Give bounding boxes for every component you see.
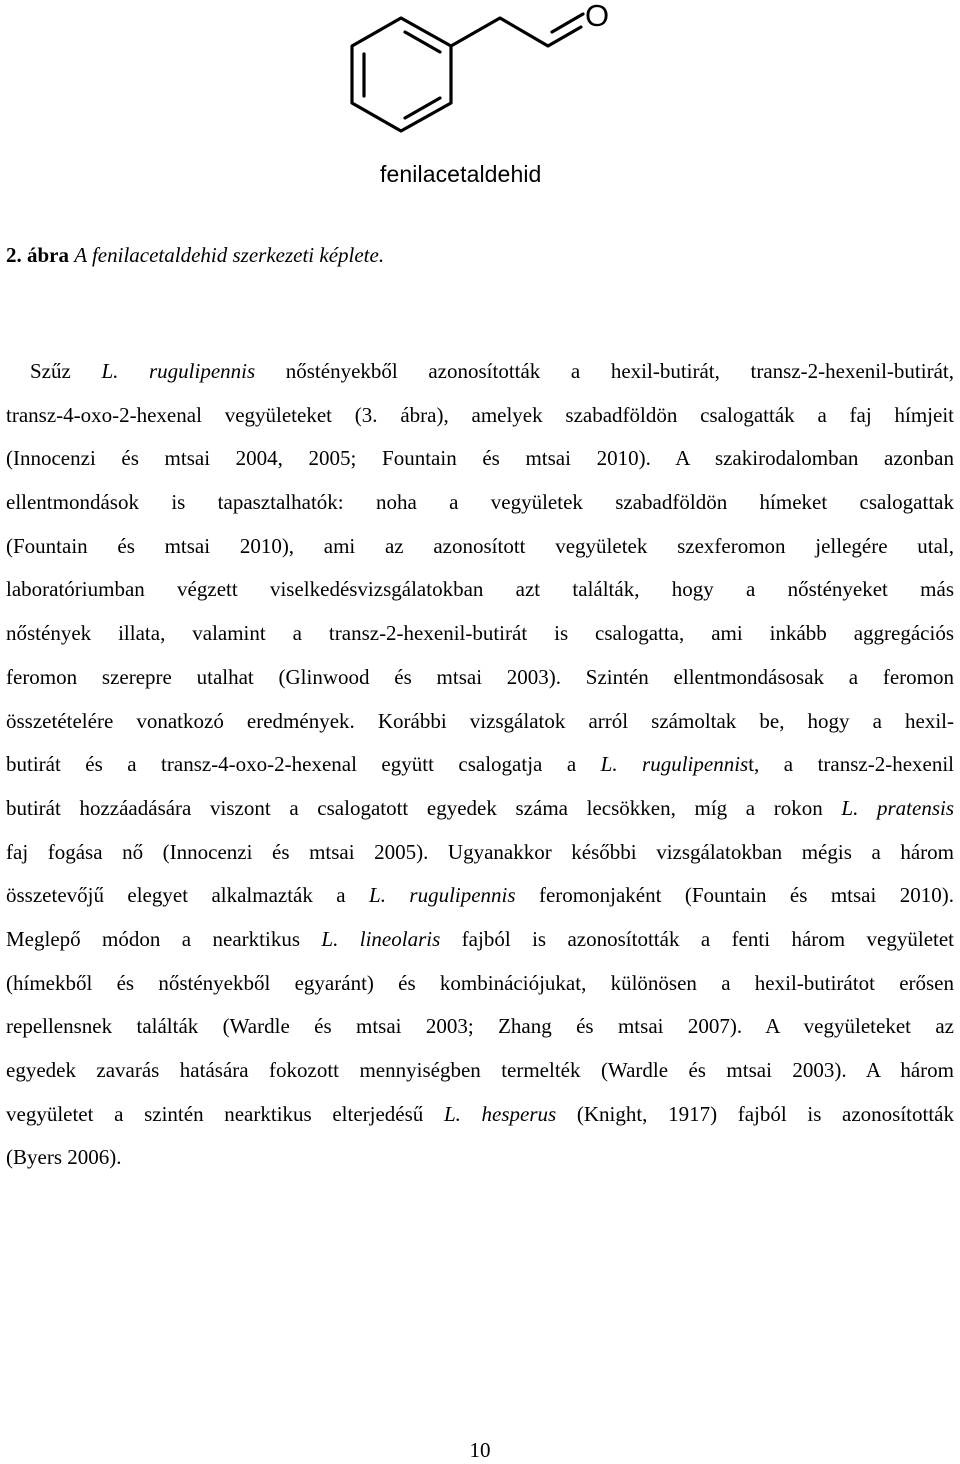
- text-line: [6, 612, 954, 656]
- text-line: [6, 1005, 954, 1049]
- text-line: [6, 918, 954, 962]
- figure-caption: [6, 243, 384, 267]
- text-line: [6, 437, 954, 481]
- text-segment: transz-4-oxo-2-hexenal vegyületeket (3. ábra), amelyek szabadföldön csalogatták a faj hímjeit: [6, 402, 954, 427]
- page-number: 10: [469, 1438, 491, 1462]
- text-line: [6, 874, 954, 918]
- text-segment: fajból is azonosították a fenti három vegyületet: [440, 926, 954, 951]
- text-line: [6, 787, 954, 831]
- body-paragraph: [6, 350, 954, 1180]
- text-segment: (Byers 2006).: [6, 1145, 122, 1170]
- text-line: [6, 525, 954, 569]
- text-segment: butirát hozzáadására viszont a csalogatott egyedek száma lecsökken, míg a rokon: [6, 795, 842, 820]
- text-segment: (Knight, 1917) fajból is azonosították: [556, 1101, 954, 1126]
- text-segment: egyedek zavarás hatására fokozott mennyiségben termelték (Wardle és mtsai 2003). A három: [6, 1058, 954, 1082]
- text-segment: Meglepő módon a nearktikus: [6, 926, 322, 951]
- ring-double-bond-bottom: [405, 98, 440, 118]
- text-segment: vegyületet a szintén nearktikus elterjedésű: [6, 1101, 444, 1126]
- benzene-ring: [352, 18, 451, 131]
- text-segment: Szűz: [30, 359, 102, 383]
- chemical-structure-figure: [340, 0, 620, 200]
- text-line: [6, 1093, 954, 1137]
- italic-species-name: L. hesperus: [443, 1101, 557, 1126]
- text-line: [6, 700, 954, 744]
- text-segment: nőstények illata, valamint a transz-2-hexenil-butirát is csalogatta, ami inkább aggregációs: [6, 621, 954, 646]
- text-line: [6, 394, 954, 438]
- text-segment: faj fogása nő (Innocenzi és mtsai 2005). Ugyanakkor későbbi vizsgálatokban mégis a három: [6, 839, 954, 864]
- text-line: [6, 743, 954, 787]
- italic-species-name: L. rugulipennis: [101, 359, 256, 383]
- text-line: [6, 831, 954, 875]
- caption-number: 2. ábra: [6, 243, 69, 267]
- text-segment: laboratóriumban végzett viselkedésvizsgálatokban azt találták, hogy a nőstényeket más: [6, 577, 954, 602]
- oxygen-atom-label: O: [584, 0, 610, 33]
- text-segment: ellentmondások is tapasztalhatók: noha a vegyületek szabadföldön hímeket csalogattak: [6, 490, 954, 515]
- compound-name: fenilacetaldehid: [380, 161, 542, 187]
- italic-species-name: L. rugulipennis: [600, 752, 749, 777]
- text-line: [6, 350, 954, 394]
- text-segment: (Innocenzi és mtsai 2004, 2005; Fountain és mtsai 2010). A szakirodalomban azonban: [6, 446, 954, 471]
- text-segment: összetevőjű elegyet alkalmazták a: [6, 883, 370, 908]
- text-segment: nőstényekből azonosították a hexil-butirát, transz-2-hexenil-butirát,: [255, 359, 954, 383]
- italic-species-name: L. lineolaris: [321, 926, 441, 951]
- text-line: [6, 962, 954, 1006]
- text-segment: t, a transz-2-hexenil: [748, 752, 955, 777]
- text-segment: feromon szerepre utalhat (Glinwood és mtsai 2003). Szintén ellentmondásosak a feromon: [6, 664, 954, 689]
- ring-double-bond-top: [405, 32, 440, 52]
- caption-text: A fenilacetaldehid szerkezeti képlete.: [74, 243, 385, 267]
- italic-species-name: L. pratensis: [841, 795, 955, 820]
- side-chain-bonds: [451, 18, 581, 46]
- text-segment: összetételére vonatkozó eredmények. Korábbi vizsgálatok arról számoltak be, hogy a hexil-: [6, 708, 954, 733]
- text-line: [6, 481, 954, 525]
- text-segment: (hímekből és nőstényekből egyaránt) és kombinációjukat, különösen a hexil-butirátot erősen: [6, 970, 954, 995]
- text-segment: repellensnek találták (Wardle és mtsai 2003; Zhang és mtsai 2007). A vegyületeket az: [6, 1014, 954, 1039]
- text-segment: (Fountain és mtsai 2010), ami az azonosított vegyületek szexferomon jellegére utal,: [6, 533, 954, 558]
- text-line: [6, 1049, 954, 1093]
- text-line: [6, 1136, 954, 1180]
- text-segment: butirát és a transz-4-oxo-2-hexenal együtt csalogatja a: [6, 752, 601, 777]
- italic-species-name: L. rugulipennis: [369, 883, 516, 908]
- text-segment: feromonjaként (Fountain és mtsai 2010).: [515, 883, 954, 908]
- text-line: [6, 656, 954, 700]
- text-line: [6, 568, 954, 612]
